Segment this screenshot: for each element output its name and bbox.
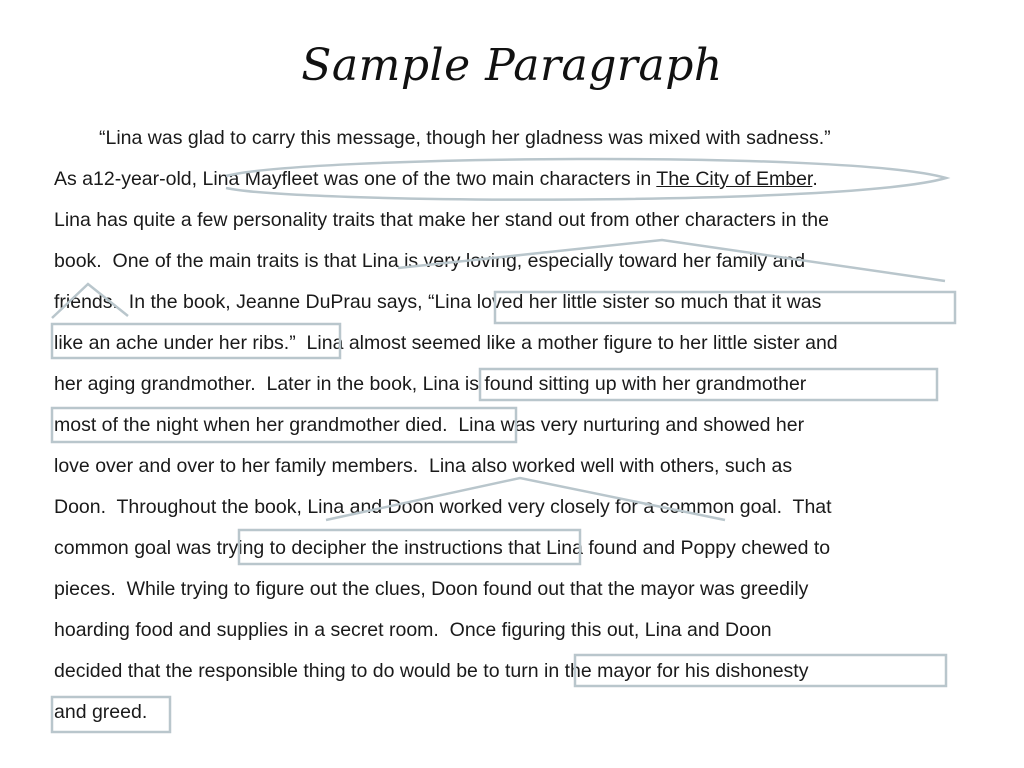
book-title: The City of Ember <box>656 168 813 190</box>
paragraph-line-14: decided that the responsible thing to do would be to turn in the mayor for his dishonesty <box>54 660 809 682</box>
paragraph-line-1: “Lina was glad to carry this message, though her gladness was mixed with sadness.” <box>99 127 831 149</box>
paragraph-line-6: like an ache under her ribs.” Lina almost seemed like a mother figure to her little sister and <box>54 332 838 354</box>
page-title: Sample Paragraph <box>301 40 723 91</box>
paragraph-line-5: friends. In the book, Jeanne DuPrau says, “Lina loved her little sister so much that it was <box>54 291 822 313</box>
paragraph-line-8: most of the night when her grandmother died. Lina was very nurturing and showed her <box>54 414 805 436</box>
line-2-text: As a12-year-old, Lina Mayfleet was one of the two main characters in <box>54 168 657 190</box>
paragraph-line-11: common goal was trying to decipher the instructions that Lina found and Poppy chewed to <box>54 537 831 559</box>
paragraph-line-12: pieces. While trying to figure out the clues, Doon found out that the mayor was greedily <box>54 578 809 600</box>
paragraph-line-3: Lina has quite a few personality traits that make her stand out from other characters in the <box>54 209 829 231</box>
paragraph-line-7: her aging grandmother. Later in the book, Lina is found sitting up with her grandmother <box>54 373 807 395</box>
paragraph-line-9: love over and over to her family members. Lina also worked well with others, such as <box>54 455 793 477</box>
paragraph-line-13: hoarding food and supplies in a secret room. Once figuring this out, Lina and Doon <box>54 619 772 641</box>
paragraph-line-10: Doon. Throughout the book, Lina and Doon worked very closely for a common goal. That <box>54 496 832 518</box>
line-2-end: . <box>812 168 818 190</box>
paragraph-line-2 <box>54 167 818 191</box>
paragraph-line-15: and greed. <box>54 701 148 723</box>
paragraph-line-4: book. One of the main traits is that Lina is very loving, especially toward her family and <box>54 250 806 272</box>
